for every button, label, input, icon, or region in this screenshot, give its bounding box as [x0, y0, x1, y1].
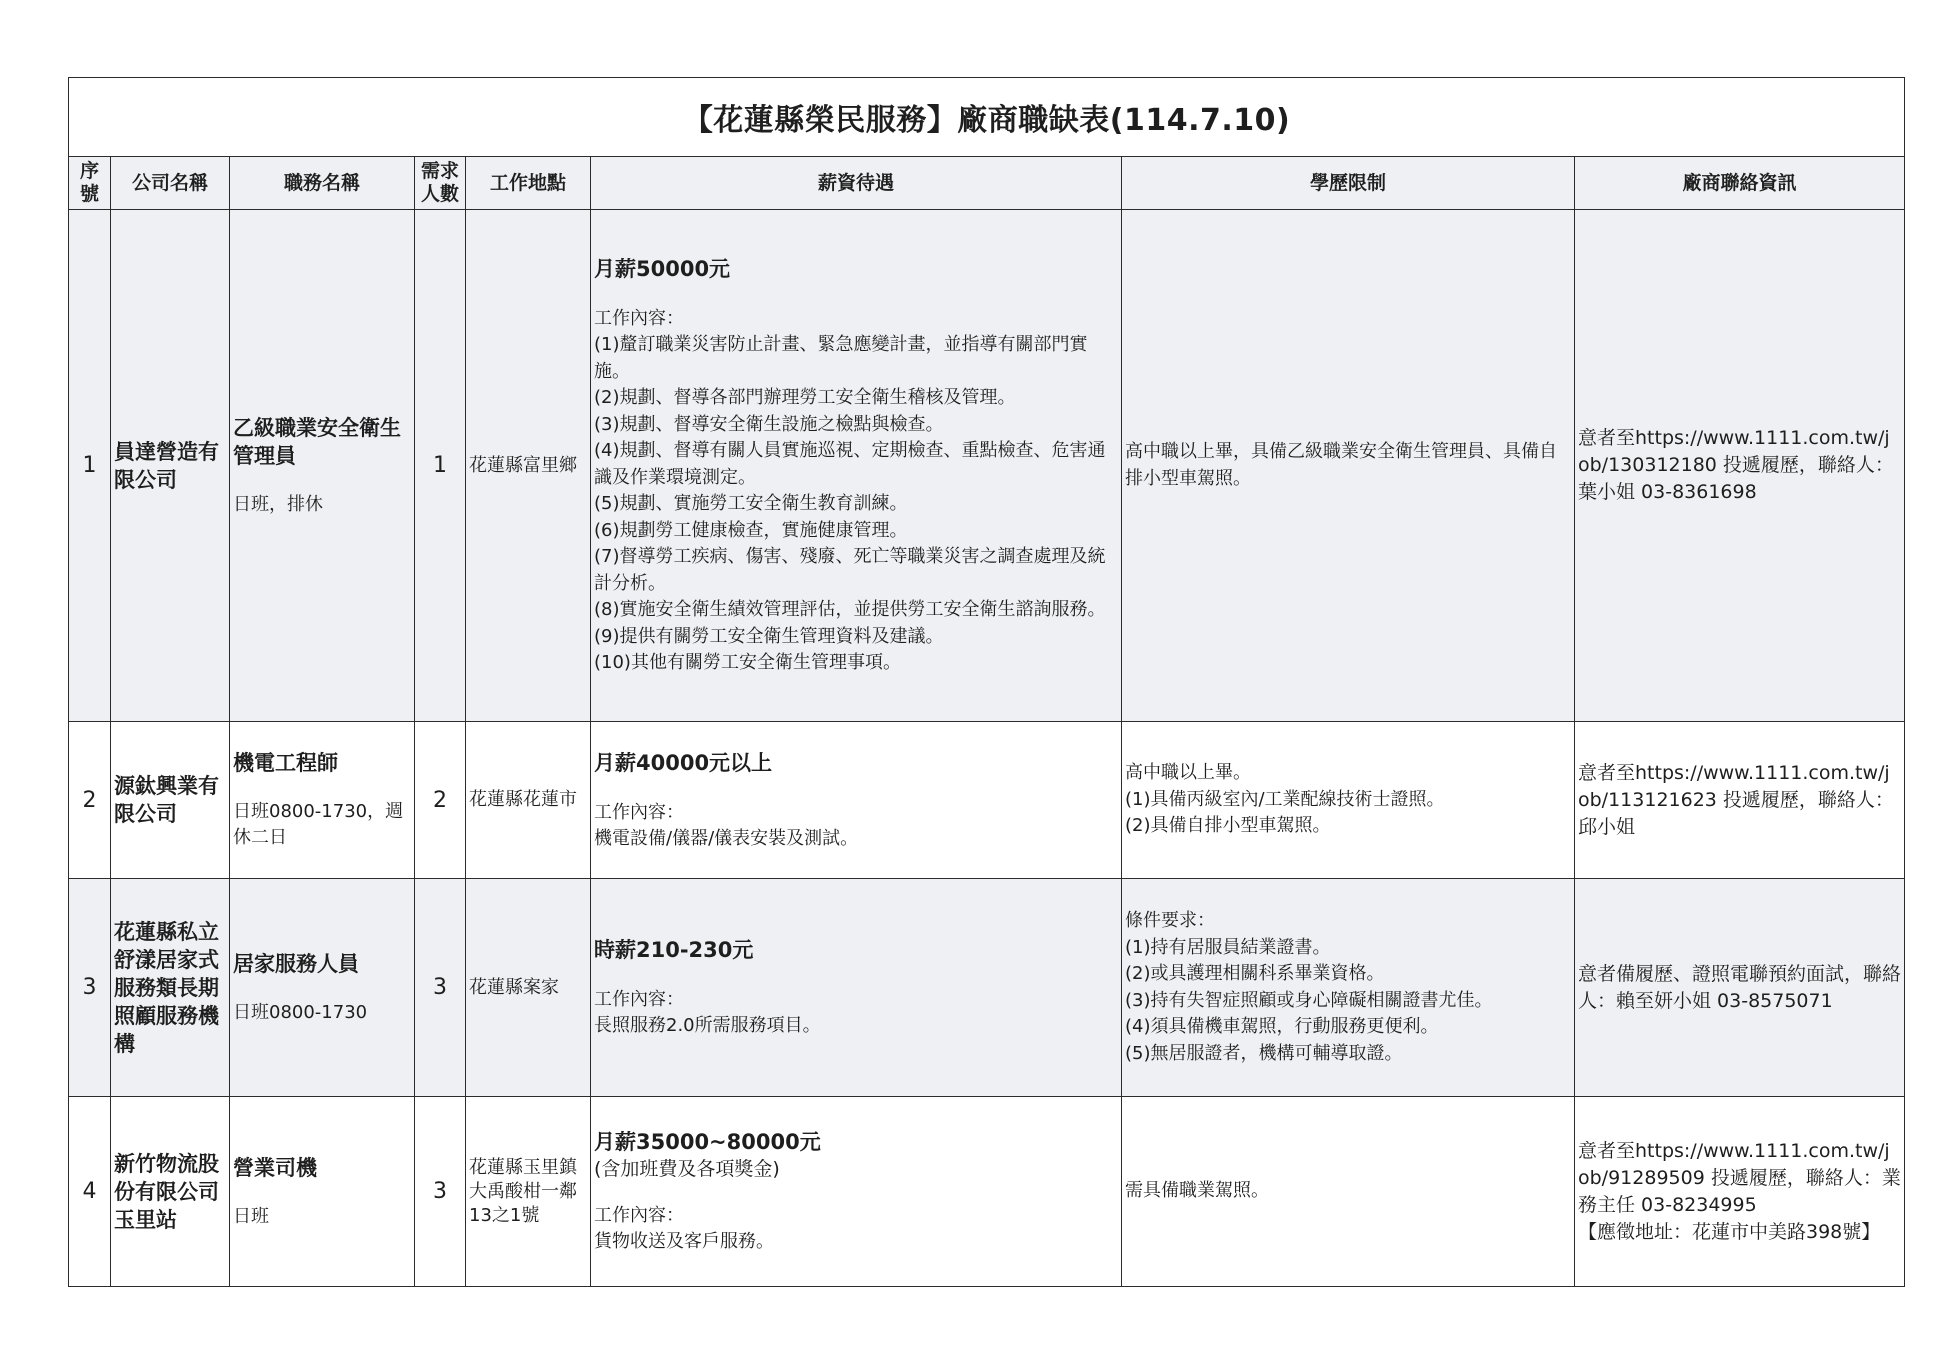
salary-amount: 月薪35000~80000元: [594, 1130, 821, 1155]
salary-amount: 時薪210-230元: [594, 938, 754, 963]
job-cell: [230, 879, 415, 1097]
job-cell: [230, 210, 415, 722]
salary-cell: [591, 722, 1122, 879]
col-header-contact: 廠商聯絡資訊: [1575, 157, 1905, 210]
contact-cell: [1575, 210, 1905, 722]
company-cell: 新竹物流股份有限公司玉里站: [111, 1097, 230, 1287]
col-header-seq: 序號: [69, 157, 111, 210]
location-cell: 花蓮縣花蓮市: [466, 722, 591, 879]
contact-line: 意者備履歷、證照電聯預約面試，聯絡人：賴至妍小姐 03-8575071: [1578, 962, 1902, 1012]
seq-cell: 4: [69, 1097, 111, 1287]
duty-item: 貨物收送及客戶服務。: [594, 1231, 774, 1253]
headcount-cell: 1: [415, 210, 466, 722]
education-cell: [1122, 1097, 1575, 1287]
job-vacancy-sheet: [68, 77, 1904, 1287]
job-cell: [230, 1097, 415, 1287]
salary-note: (含加班費及各項獎金): [594, 1158, 780, 1181]
duty-item: (2)規劃、督導各部門辦理勞工安全衛生稽核及管理。: [594, 387, 1016, 409]
header-row: [69, 157, 1905, 210]
contact-cell: [1575, 722, 1905, 879]
company-cell: 花蓮縣私立舒漾居家式服務類長期照顧服務機構: [111, 879, 230, 1097]
location-cell: 花蓮縣富里鄉: [466, 210, 591, 722]
table-body: [69, 210, 1905, 1287]
col-header-company: 公司名稱: [111, 157, 230, 210]
duty-label: 工作內容：: [594, 308, 684, 330]
table-row: [69, 210, 1905, 722]
duty-item: (8)實施安全衛生績效管理評估，並提供勞工安全衛生諮詢服務。: [594, 599, 1106, 621]
education-cell: [1122, 722, 1575, 879]
education-cell: [1122, 879, 1575, 1097]
contact-line: 【應徵地址：花蓮市中美路398號】: [1578, 1220, 1881, 1243]
duty-item: (5)規劃、實施勞工安全衛生教育訓練。: [594, 493, 908, 515]
job-vacancy-table: [68, 77, 1905, 1287]
duty-item: (4)規劃、督導有關人員實施巡視、定期檢查、重點檢查、危害通識及作業環境測定。: [594, 440, 1106, 488]
location-cell: 花蓮縣玉里鎮大禹酸柑一鄰13之1號: [466, 1097, 591, 1287]
col-header-salary: 薪資待遇: [591, 157, 1122, 210]
education-line: (2)或具護理相關科系畢業資格。: [1125, 963, 1385, 984]
duty-item: 機電設備/儀器/儀表安裝及測試。: [594, 827, 859, 849]
education-line: (1)持有居服員結業證書。: [1125, 936, 1331, 958]
col-header-education: 學歷限制: [1122, 157, 1575, 210]
seq-cell: 1: [69, 210, 111, 722]
duty-item: (3)規劃、督導安全衛生設施之檢點與檢查。: [594, 413, 944, 435]
duty-item: (9)提供有關勞工安全衛生管理資料及建議。: [594, 625, 944, 647]
headcount-cell: 3: [415, 879, 466, 1097]
salary-cell: [591, 210, 1122, 722]
education-line: (5)無居服證者，機構可輔導取證。: [1125, 1042, 1403, 1064]
job-title: 乙級職業安全衛生管理員: [233, 415, 401, 468]
education-line: (4)須具備機車駕照，行動服務更便利。: [1125, 1016, 1439, 1037]
job-title: 機電工程師: [233, 751, 338, 775]
duty-label: 工作內容：: [594, 1205, 684, 1227]
job-shift: 日班，排休: [233, 493, 323, 515]
education-cell: [1122, 210, 1575, 722]
education-line: 高中職以上畢。: [1125, 762, 1251, 784]
job-title: 居家服務人員: [233, 951, 359, 976]
col-header-headcount: 需求人數: [415, 157, 466, 210]
col-header-job: 職務名稱: [230, 157, 415, 210]
company-cell: 員達營造有限公司: [111, 210, 230, 722]
headcount-cell: 2: [415, 722, 466, 879]
duty-item: (6)規劃勞工健康檢查，實施健康管理。: [594, 519, 908, 541]
contact-line: 意者至https://www.1111.com.tw/job/113121623 投遞履歷，聯絡人：邱小姐: [1578, 761, 1894, 838]
job-shift: 日班: [233, 1205, 269, 1227]
duty-item: 長照服務2.0所需服務項目。: [594, 1015, 821, 1037]
table-row: [69, 722, 1905, 879]
table-row: [69, 879, 1905, 1097]
duty-item: (7)督導勞工疾病、傷害、殘廢、死亡等職業災害之調查處理及統計分析。: [594, 546, 1106, 594]
location-cell: 花蓮縣案家: [466, 879, 591, 1097]
contact-line: 意者至https://www.1111.com.tw/job/130312180 投遞履歷，聯絡人：葉小姐 03-8361698: [1578, 427, 1894, 503]
headcount-cell: 3: [415, 1097, 466, 1287]
education-line: 需具備職業駕照。: [1125, 1180, 1269, 1202]
salary-cell: [591, 879, 1122, 1097]
job-cell: [230, 722, 415, 879]
education-line: 條件要求：: [1125, 910, 1215, 931]
page-title: 【花蓮縣榮民服務】廠商職缺表(114.7.10): [69, 78, 1905, 157]
table-row: [69, 1097, 1905, 1287]
job-shift: 日班0800-1730，週休二日: [233, 801, 404, 848]
salary-amount: 月薪40000元以上: [594, 750, 773, 775]
salary-amount: 月薪50000元: [594, 257, 731, 282]
education-line: (3)持有失智症照顧或身心障礙相關證書尤佳。: [1125, 989, 1493, 1011]
job-title: 營業司機: [233, 1155, 317, 1180]
education-line: (2)具備自排小型車駕照。: [1125, 815, 1331, 837]
contact-line: 意者至https://www.1111.com.tw/job/91289509 投遞履歷，聯絡人：業務主任 03-8234995: [1578, 1139, 1901, 1216]
seq-cell: 2: [69, 722, 111, 879]
duty-label: 工作內容：: [594, 989, 684, 1011]
education-line: 高中職以上畢，具備乙級職業安全衛生管理員、具備自排小型車駕照。: [1125, 441, 1557, 489]
duty-item: (10)其他有關勞工安全衛生管理事項。: [594, 652, 901, 674]
duty-label: 工作內容：: [594, 801, 684, 823]
col-header-location: 工作地點: [466, 157, 591, 210]
company-cell: 源鈦興業有限公司: [111, 722, 230, 879]
job-shift: 日班0800-1730: [233, 1001, 368, 1023]
salary-cell: [591, 1097, 1122, 1287]
education-line: (1)具備丙級室內/工業配線技術士證照。: [1125, 788, 1445, 810]
contact-cell: [1575, 879, 1905, 1097]
contact-cell: [1575, 1097, 1905, 1287]
seq-cell: 3: [69, 879, 111, 1097]
duty-item: (1)釐訂職業災害防止計畫、緊急應變計畫，並指導有關部門實施。: [594, 334, 1088, 382]
